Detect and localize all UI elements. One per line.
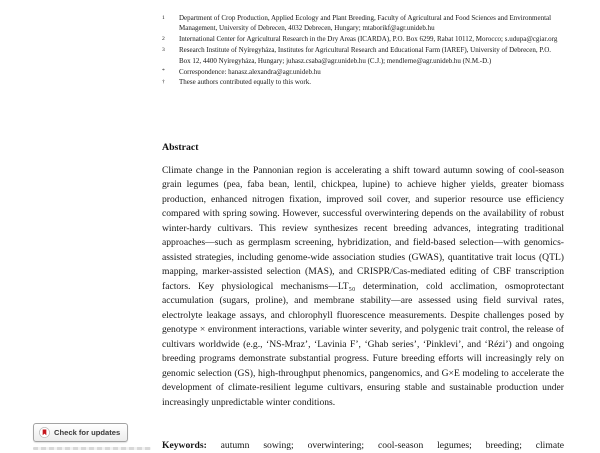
correspondence-text: Correspondence: hanasz.alexandra@agr.unideb.hu — [179, 67, 321, 76]
affiliation-marker: 2 — [162, 35, 165, 42]
abstract-heading: Abstract — [162, 142, 199, 154]
check-for-updates-button[interactable] — [33, 423, 128, 442]
affiliation-marker: 1 — [162, 14, 165, 21]
affiliations-block — [162, 13, 560, 88]
equal-contribution-item — [162, 77, 560, 87]
abstract-paragraph: Climate change in the Pannonian region is accelerating a shift toward autumn sowing of cool-season grain legumes (pea, faba bean, lentil, chickpea, lupine) to achieve higher yields, greater biomass production, enhanced nitrogen fixation, improved soil cover, and superior resource use efficiency compared with spring sowing. However, successful overwintering depends on the availability of robust winter-hardy cultivars. This review synthesizes recent breeding advances, integrating traditional approaches—such as germplasm screening, hybridization, and field-based selection—with genomics-assisted strategies, including genome-wide association studies (GWAS), quantitative trait locus (QTL) mapping, marker-assisted selection (MAS), and CRISPR/Cas-mediated editing of CBF transcription factors. Key physiological mechanisms—LT₅₀ determination, cold acclimation, osmoprotectant accumulation (sugars, proline), and membrane stability—are assessed using field survival rates, electrolyte leakage assays, and chlorophyll fluorescence measurements. Despite challenges posed by genotype × environment interactions, variable winter severity, and polygenic trait control, the release of cultivars worldwide (e.g., ‘NS-Mraz’, ‘Lavinia F’, ‘Ghab series’, ‘Pinklevi’, and ‘Rézi’) and ongoing breeding programs demonstrate substantial progress. Future breeding efforts will increasingly rely on genomic selection (GS), high-throughput phenomics, pangenomics, and G×E modeling to accelerate the development of climate-resilient legume cultivars, ensuring stable and sustainable production under increasingly unpredictable winter conditions. — [162, 164, 564, 408]
correspondence-marker: * — [162, 68, 165, 75]
equal-contribution-text: These authors contributed equally to this work. — [179, 78, 311, 87]
affiliation-item — [162, 45, 560, 66]
affiliation-text: Department of Crop Production, Applied Ecology and Plant Breeding, Faculty of Agricultural and Food Sciences and Environmental Management, University of Debrecen, 4032 Debrecen, Hungary; mtaborikf@agr.unideb.hu — [179, 14, 552, 33]
check-for-updates-label: Check for updates — [54, 428, 121, 437]
keywords-label: Keywords: — [162, 439, 207, 451]
affiliation-item — [162, 34, 560, 44]
equal-contribution-marker: † — [162, 78, 165, 85]
correspondence-item — [162, 67, 560, 77]
affiliation-text: International Center for Agricultural Research in the Dry Areas (ICARDA), P.O. Box 6299, Rabat 10112, Morocco; s.udupa@cgiar.org — [179, 35, 558, 44]
crossmark-icon — [39, 427, 50, 438]
affiliation-text: Research Institute of Nyíregyháza, Institutes for Agricultural Research and Educational Farm (IAREF), University of Debrecen, P.O. Box 12, 4400 Nyíregyháza, Hungary; juhasz.csaba@agr.unideb.hu (C.J.); mendlerne@agr.unideb.hu (N.M.-D.) — [179, 46, 552, 65]
keywords-line — [162, 439, 564, 453]
keywords-text: autumn sowing; overwintering; cool-season legumes; breeding; climate — [220, 439, 564, 451]
affiliation-marker: 3 — [162, 46, 165, 53]
affiliation-item — [162, 13, 560, 34]
